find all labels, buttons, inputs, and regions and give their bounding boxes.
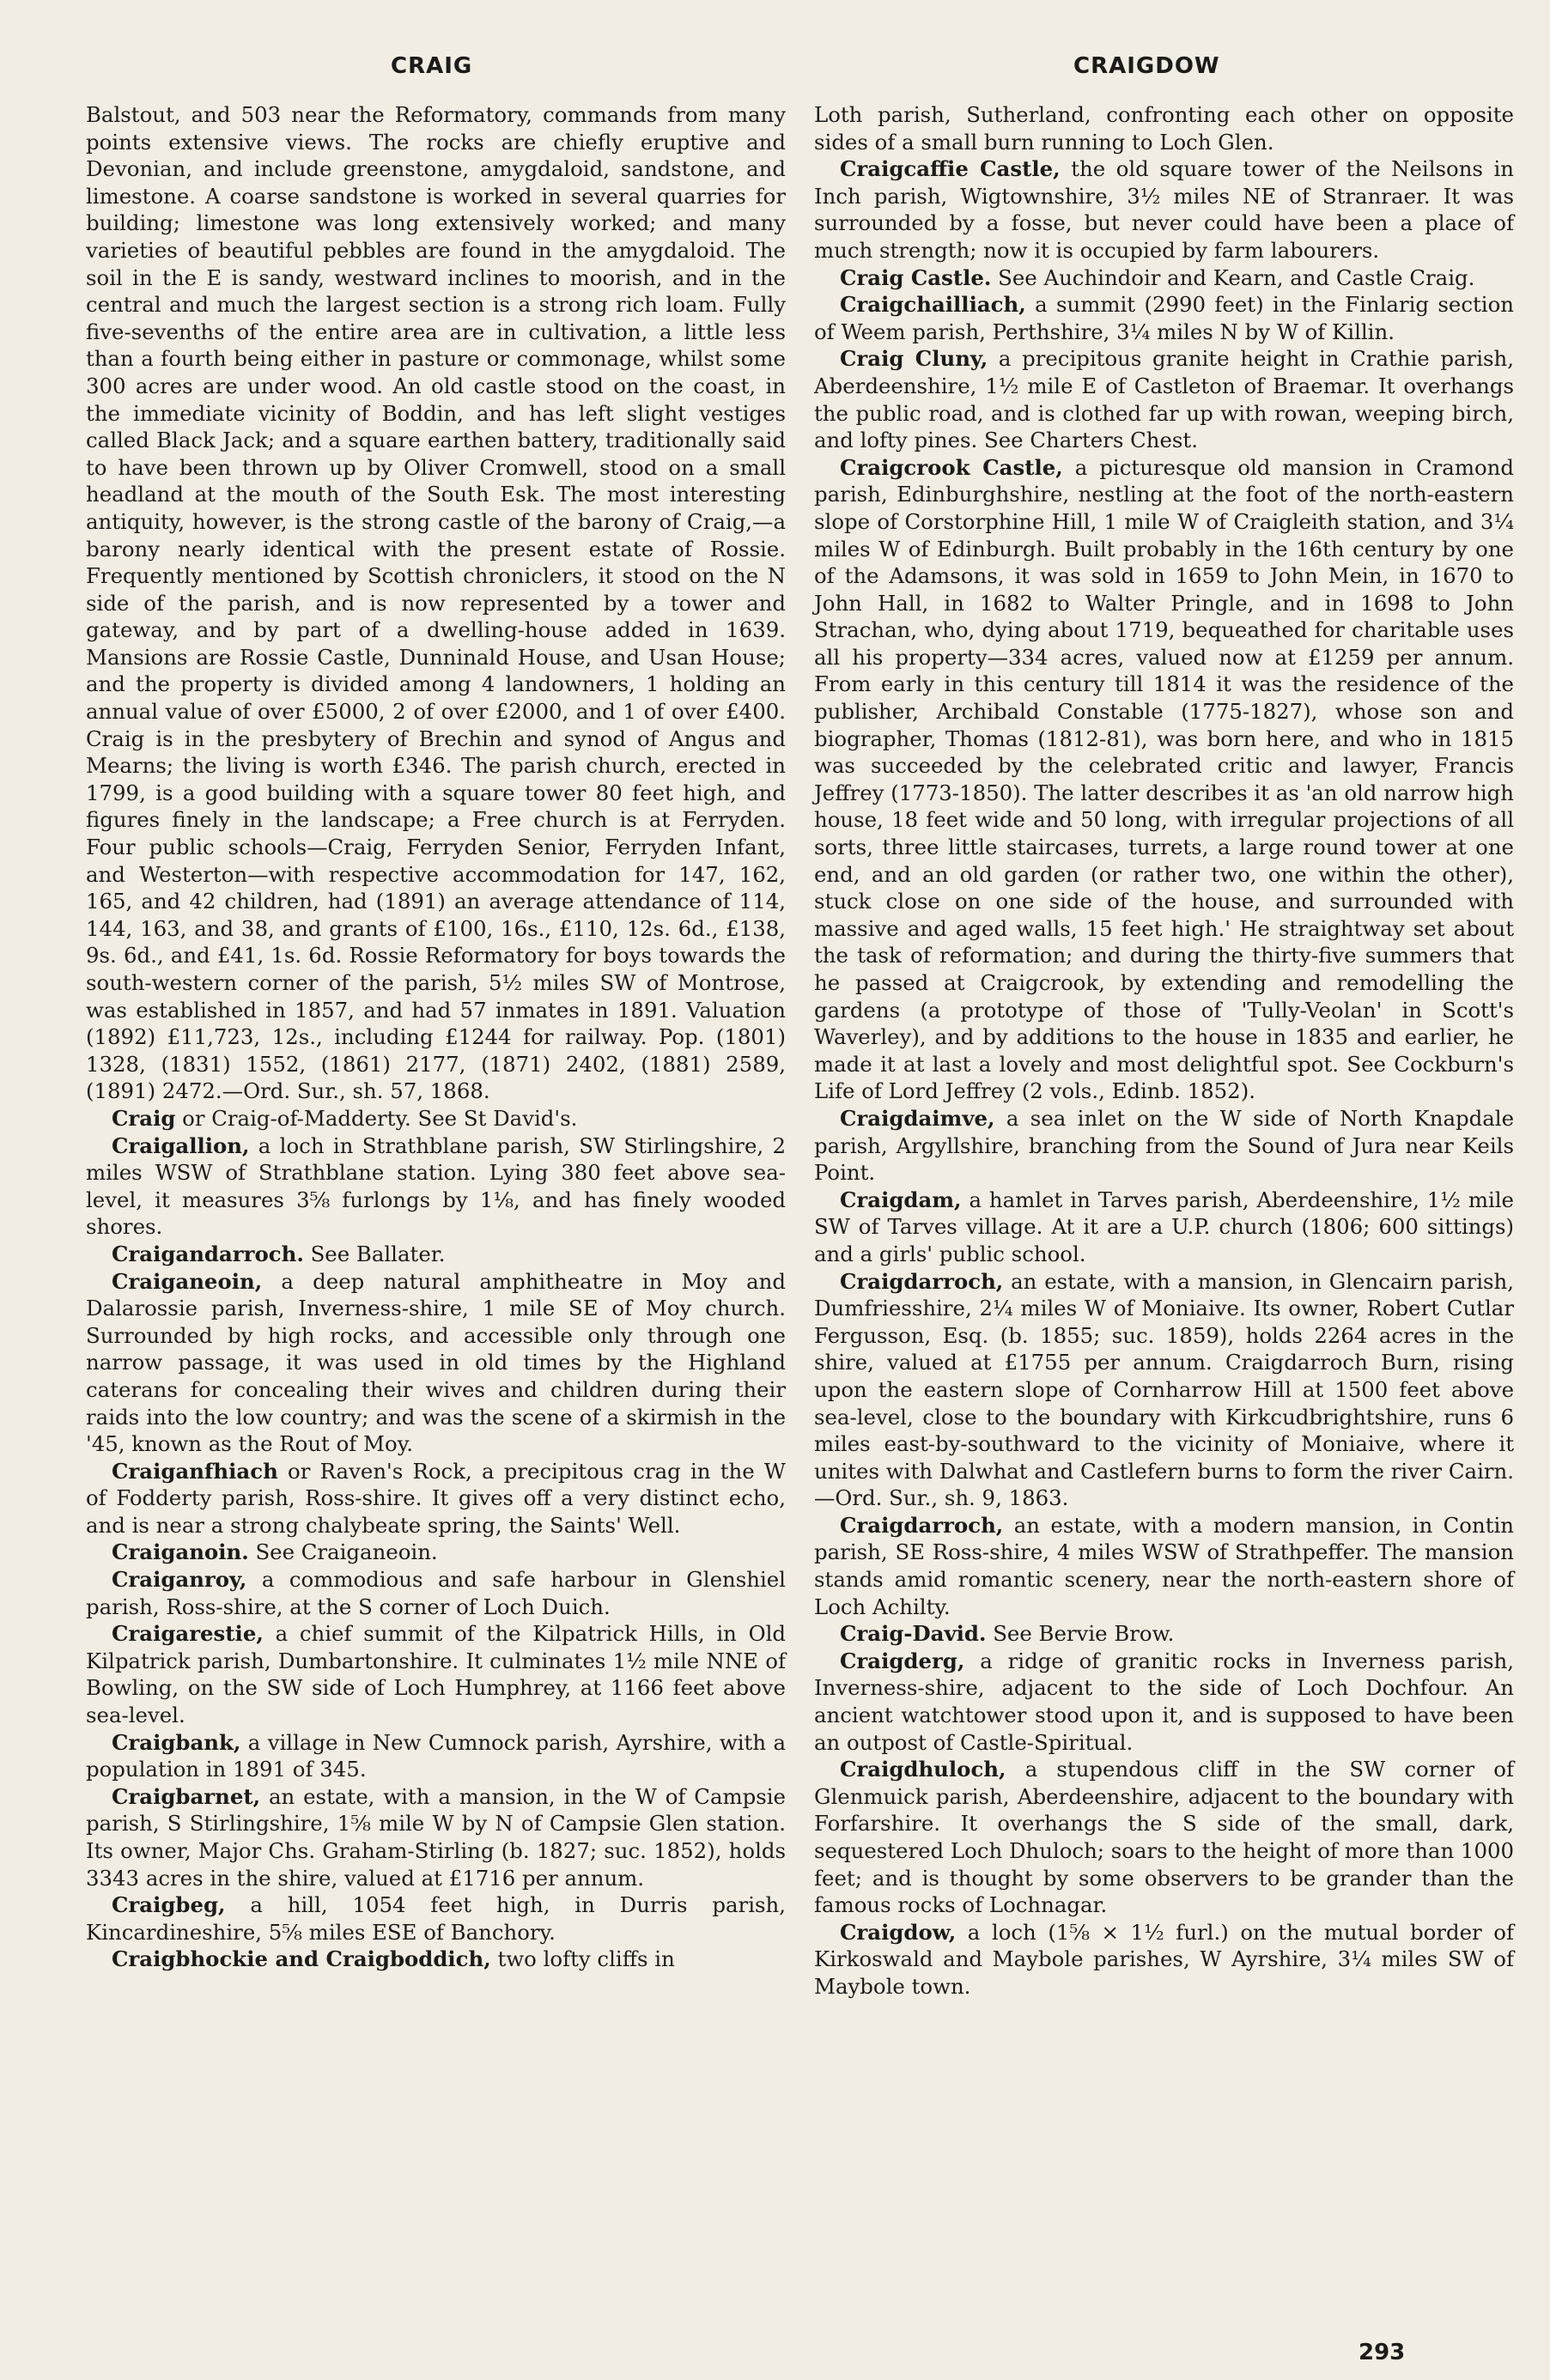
gazetteer-entry: [86, 1729, 786, 1783]
gazetteer-entry: [814, 155, 1514, 264]
entry-text: or Raven's Rock, a precipitous crag in the W of Fodderty parish, Ross-shire. It gives off a very distinct echo, and is near a strong chalybeate spring, the Saints' Well.: [86, 1458, 786, 1538]
entry-text: or Craig-of-Madderty. See St David's.: [175, 1105, 578, 1131]
gazetteer-entry: [814, 1187, 1514, 1268]
entry-text: a deep natural amphitheatre in Moy and Dalarossie parish, Inverness-shire, 1 mile SE of Moy church. Surrounded by high rocks, and accessible only through one narrow passage, it was used in old times by the Highland caterans for concealing their wives and children during their raids into the low country; and was the scene of a skirmish in the '45, known as the Rout of Moy.: [86, 1268, 786, 1457]
entry-text: See Auchindoir and Kearn, and Castle Craig.: [991, 264, 1475, 290]
entry-headword: Craigbeg,: [112, 1892, 226, 1918]
gazetteer-entry: [86, 1620, 786, 1728]
gazetteer-entry: [86, 1132, 786, 1241]
entry-text: an estate, with a mansion, in Glencairn parish, Dumfriesshire, 2¼ miles W of Moniaive. Its owner, Robert Cutlar Fergusson, Esq. (b. 1855; suc. 1859), holds 2264 acres in the shire, valued at £1755 per annum. Craigdarroch Burn, rising upon the eastern slope of Cornharrow Hill at 1500 feet above sea-level, close to the boundary with Kirkcudbrightshire, runs 6 miles east-by-southward to the vicinity of Moniaive, where it unites with Dalwhat and Castlefern burns to form the river Cairn.—Ord. Sur., sh. 9, 1863.: [814, 1268, 1514, 1511]
gazetteer-entry: [814, 454, 1514, 1105]
gazetteer-entry: [86, 1458, 786, 1539]
entry-headword: Craigchailliach,: [840, 292, 1026, 318]
entry-headword: Craiganroy,: [112, 1567, 247, 1593]
entry-text: a village in New Cumnock parish, Ayrshire, with a population in 1891 of 345.: [86, 1729, 786, 1782]
entry-text: a commodious and safe harbour in Glenshiel parish, Ross-shire, at the S corner of Loch Duich.: [86, 1567, 786, 1619]
entry-headword: Craigdarroch,: [840, 1512, 1004, 1538]
page-number: 293: [1359, 2340, 1406, 2365]
entry-text: See Ballater.: [303, 1241, 446, 1266]
entry-headword: Craigdam,: [840, 1187, 962, 1212]
entry-text: a summit (2990 feet) in the Finlarig section of Weem parish, Perthshire, 3¼ miles N by W of Killin.: [814, 292, 1514, 344]
entry-headword: Craigallion,: [112, 1132, 250, 1158]
entry-text: a precipitous granite height in Crathie parish, Aberdeenshire, 1½ mile E of Castleton of Braemar. It overhangs the public road, and is clothed far up with rowan, weeping birch, and lofty pines. See Charters Chest.: [814, 346, 1514, 453]
entry-headword: Craigderg,: [840, 1648, 965, 1673]
left-column: [86, 101, 786, 1973]
entry-text: a stupendous cliff in the SW corner of Glenmuick parish, Aberdeenshire, adjacent to the boundary with Forfarshire. It overhangs the S side of the small, dark, sequestered Loch Dhuloch; soars to the height of more than 1000 feet; and is thought by some observers to be grander than the famous rocks of Lochnagar.: [814, 1757, 1514, 1918]
entry-text: an estate, with a modern mansion, in Contin parish, SE Ross-shire, 4 miles WSW of Strathpeffer. The mansion stands amid romantic scenery, near the north-eastern shore of Loch Achilty.: [814, 1512, 1514, 1619]
entry-headword: Craigdaimve,: [840, 1105, 995, 1131]
entry-text: an estate, with a mansion, in the W of Campsie parish, S Stirlingshire, 1⅝ mile W by N of Campsie Glen station. Its owner, Major Chs. Graham-Stirling (b. 1827; suc. 1852), holds 3343 acres in the shire, valued at £1716 per annum.: [86, 1783, 786, 1891]
entry-text: Balstout, and 503 near the Reformatory, commands from many points extensive views. The rocks are chiefly eruptive and Devonian, and include greenstone, amygdaloid, sandstone, and limestone. A coarse sandstone is worked in several quarries for building; limestone was long extensively worked; and many varieties of beautiful pebbles are found in the amygdaloid. The soil in the E is sandy, westward inclines to moorish, and in the central and much the largest section is a strong rich loam. Fully five-sevenths of the entire area are in cultivation, a little less than a fourth being either in pasture or commonage, whilst some 300 acres are under wood. An old castle stood on the coast, in the immediate vicinity of Boddin, and has left slight vestiges called Black Jack; and a square earthen battery, traditionally said to have been thrown up by Oliver Cromwell, stood on a small headland at the mouth of the South Esk. The most interesting antiquity, however, is the strong castle of the barony of Craig,—a barony nearly identical with the present estate of Rossie. Frequently mentioned by Scottish chroniclers, it stood on the N side of the parish, and is now represented by a tower and gateway, and by part of a dwelling-house added in 1639. Mansions are Rossie Castle, Dunninald House, and Usan House; and the property is divided among 4 landowners, 1 holding an annual value of over £5000, 2 of over £2000, and 1 of over £400. Craig is in the presbytery of Brechin and synod of Angus and Mearns; the living is worth £346. The parish church, erected in 1799, is a good building with a square tower 80 feet high, and figures finely in the landscape; a Free church is at Ferryden. Four public schools—Craig, Ferryden Senior, Ferryden Infant, and Westerton—with respective accommodation for 147, 162, 165, and 42 children, had (1891) an average attendance of 114, 144, 163, and 38, and grants of £100, 16s., £110, 12s. 6d., £138, 9s. 6d., and £41, 1s. 6d. Rossie Reformatory for boys towards the south-western corner of the parish, 5½ miles SW of Montrose, was established in 1857, and had 57 inmates in 1891. Valuation (1892) £11,723, 12s., including £1244 for railway. Pop. (1801) 1328, (1831) 1552, (1861) 2177, (1871) 2402, (1881) 2589, (1891) 2472.—Ord. Sur., sh. 57, 1868.: [86, 102, 786, 1104]
gazetteer-entry: [814, 1105, 1514, 1187]
entry-text: a loch (1⅝ × 1½ furl.) on the mutual border of Kirkoswald and Maybole parishes, W Ayrshire, 3¼ miles SW of Maybole town.: [814, 1919, 1514, 1999]
entry-headword: Craigbank,: [112, 1729, 241, 1755]
entry-text: a hamlet in Tarves parish, Aberdeenshire, 1½ mile SW of Tarves village. At it are a U.P. church (1806; 600 sittings) and a girls' public school.: [814, 1187, 1514, 1266]
gazetteer-entry: [86, 101, 786, 1105]
entry-headword: Craigdarroch,: [840, 1268, 1004, 1294]
entry-headword: Craiganeoin,: [112, 1268, 263, 1294]
entry-text: the old square tower of the Neilsons in Inch parish, Wigtownshire, 3½ miles NE of Stranraer. It was surrounded by a fosse, but never could have been a place of much strength; now it is occupied by farm labourers.: [814, 156, 1515, 263]
entry-text: Loth parish, Sutherland, confronting each other on opposite sides of a small burn running to Loch Glen.: [814, 102, 1514, 155]
gazetteer-entry: [86, 1539, 786, 1566]
gazetteer-entry: [814, 1512, 1514, 1620]
entry-headword: Craigbhockie and Craigboddich,: [112, 1946, 491, 1972]
entry-headword: Craig Cluny,: [840, 346, 988, 372]
gazetteer-entry: [814, 1620, 1514, 1648]
gazetteer-entry: [86, 1891, 786, 1946]
gazetteer-entry: [814, 345, 1514, 453]
entry-text: two lofty cliffs in: [490, 1946, 675, 1972]
entry-text: a picturesque old mansion in Cramond parish, Edinburghshire, nestling at the foot of the north-eastern slope of Corstorphine Hill, 1 mile W of Craigleith station, and 3¼ miles W of Edinburgh. Built probably in the 16th century by one of the Adamsons, it was sold in 1659 to John Mein, in 1670 to John Hall, in 1682 to Walter Pringle, and in 1698 to John Strachan, who, dying about 1719, bequeathed for charitable uses all his property—334 acres, valued now at £1259 per annum. From early in this century till 1814 it was the residence of the publisher, Archibald Constable (1775-1827), whose son and biographer, Thomas (1812-81), was born here, and who in 1815 was succeeded by the celebrated critic and lawyer, Francis Jeffrey (1773-1850). The latter describes it as 'an old narrow high house, 18 feet wide and 50 long, with irregular projections of all sorts, three little staircases, turrets, a large round tower at one end, and an old garden (or rather two, one within the other), stuck close on one side of the house, and surrounded with massive and aged walls, 15 feet high.' He straightway set about the task of reformation; and during the thirty-five summers that he passed at Craigcrook, by extending and remodelling the gardens (a prototype of those of 'Tully-Veolan' in Scott's Waverley), and by additions to the house in 1835 and earlier, he made it at last a lovely and most delightful spot. See Cockburn's Life of Lord Jeffrey (2 vols., Edinb. 1852).: [814, 454, 1514, 1104]
entry-text: a hill, 1054 feet high, in Durris parish, Kincardineshire, 5⅝ miles ESE of Banchory.: [86, 1892, 786, 1945]
entry-text: a sea inlet on the W side of North Knapdale parish, Argyllshire, branching from the Sound of Jura near Keils Point.: [814, 1105, 1514, 1186]
gazetteer-entry: [86, 1241, 786, 1268]
entry-headword: Craigandarroch.: [112, 1241, 304, 1266]
entry-headword: Craiganoin.: [112, 1539, 249, 1565]
entry-headword: Craig-David.: [840, 1621, 987, 1647]
gazetteer-entry: [86, 1566, 786, 1620]
running-head-right: CRAIGDOW: [1073, 53, 1220, 79]
gazetteer-entry: [86, 1783, 786, 1891]
entry-headword: Craigdow,: [840, 1919, 957, 1945]
gazetteer-entry: [814, 1648, 1514, 1756]
entry-headword: Craigdhuloch,: [840, 1757, 1006, 1782]
entry-text: a loch in Strathblane parish, SW Stirlingshire, 2 miles WSW of Strathblane station. Lying 380 feet above sea-level, it measures 3⅝ furlongs by 1⅛, and has finely wooded shores.: [86, 1132, 786, 1240]
entry-headword: Craigcrook Castle,: [840, 454, 1063, 480]
gazetteer-entry: [814, 291, 1514, 345]
entry-headword: Craig Castle.: [840, 264, 992, 290]
gazetteer-entry: [86, 1105, 786, 1132]
gazetteer-entry: [814, 1268, 1514, 1512]
entry-headword: Craigcaffie Castle,: [840, 156, 1061, 182]
gazetteer-entry: [86, 1946, 786, 1973]
gazetteer-entry: [86, 1268, 786, 1458]
entry-headword: Craig: [112, 1105, 176, 1131]
entry-headword: Craigarestie,: [112, 1621, 264, 1647]
entry-text: a ridge of granitic rocks in Inverness parish, Inverness-shire, adjacent to the side of Loch Dochfour. An ancient watchtower stood upon it, and is supposed to have been an outpost of Castle-Spiritual.: [814, 1648, 1514, 1755]
entry-text: a chief summit of the Kilpatrick Hills, in Old Kilpatrick parish, Dumbartonshire. It culminates 1½ mile NNE of Bowling, on the SW side of Loch Humphrey, at 1166 feet above sea-level.: [86, 1621, 786, 1728]
entry-text: See Craiganeoin.: [248, 1539, 438, 1565]
entry-headword: Craiganfhiach: [112, 1458, 278, 1484]
gazetteer-entry: [814, 264, 1514, 292]
right-column: [814, 101, 1514, 2001]
gazetteer-entry: [814, 1919, 1514, 2001]
entry-headword: Craigbarnet,: [112, 1783, 261, 1809]
gazetteer-entry: [814, 101, 1514, 155]
gazetteer-entry: [814, 1756, 1514, 1919]
entry-text: See Bervie Brow.: [986, 1621, 1175, 1647]
running-head-left: CRAIG: [391, 53, 473, 79]
